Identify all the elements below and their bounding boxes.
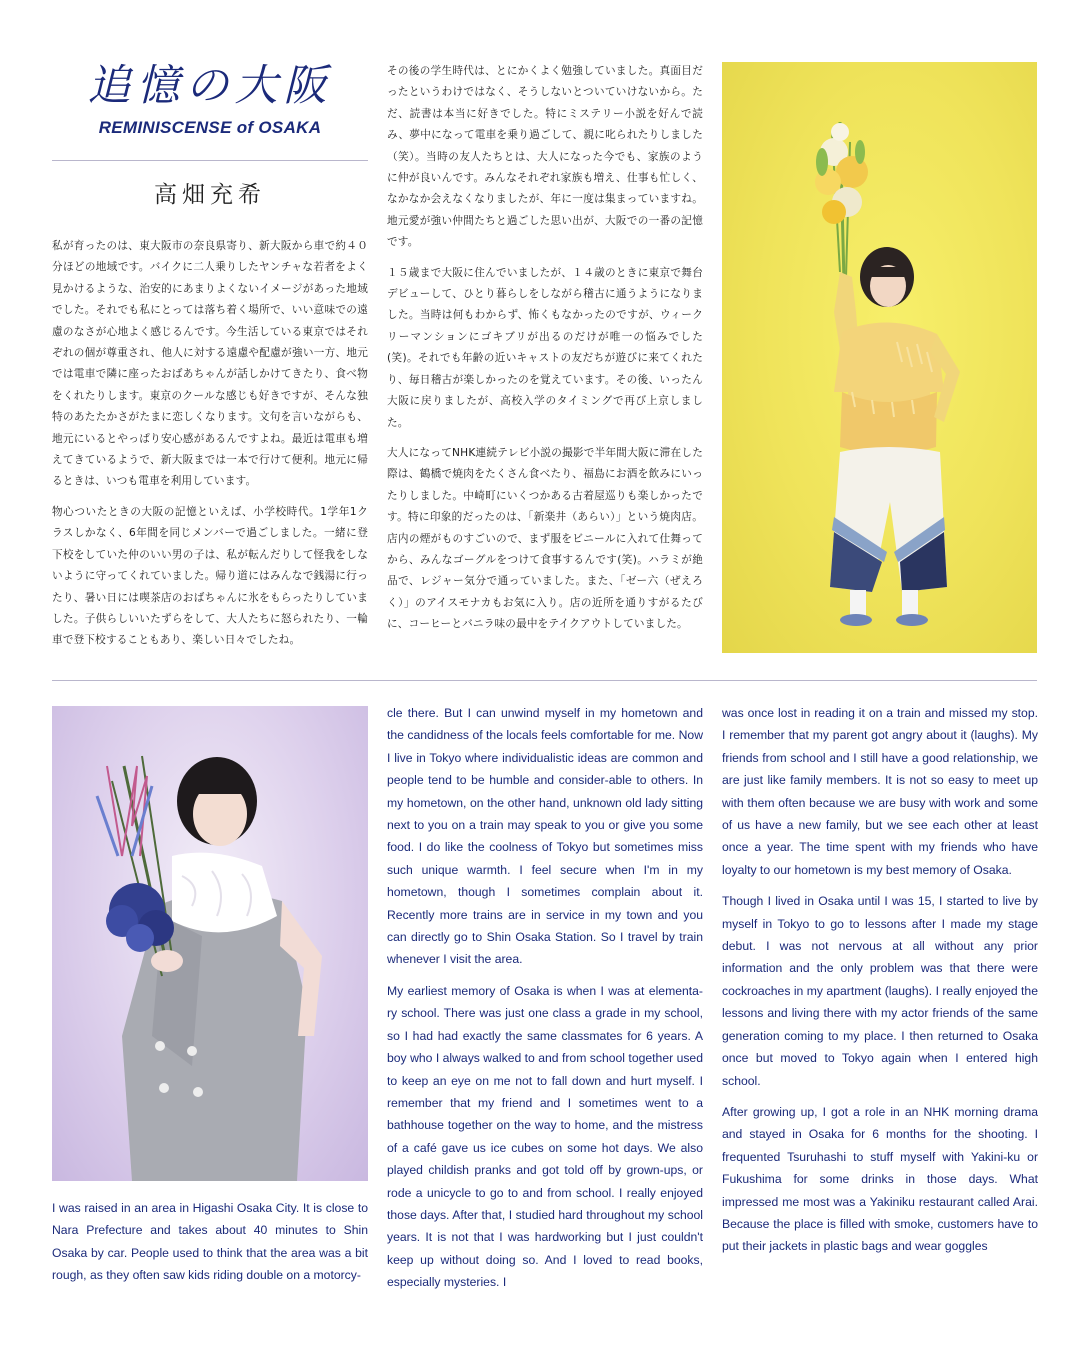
english-column-1 [52,1197,368,1296]
japanese-paragraph: その後の学生時代は、とにかくよく勉強していました。真面目だったというわけではなく、そうしないとついていけないから。ただ、読書は本当に好きでした。特にミステリー小説を好んで読み、夢中になって電車を乗り過ごして、親に叱られたりしました（笑）。当時の友人たちとは、大人になった今でも、家族のように仲が良いんです。みんなそれぞれ家族も増え、仕事も忙しく、なかなか会えなくなりましたが、年に一度は集まっていますね。地元愛が強い仲間たちと過ごした思い出が、大阪での一番の記憶です。 [387,65,703,249]
yellow-bouquet [815,122,868,282]
page-title-english: REMINISCENSE of OSAKA [98,118,322,137]
japanese-column-2 [387,61,703,645]
japanese-paragraph: 大人になってNHK連続テレビ小説の撮影で半年間大阪に滞在した際は、鶴橋で焼肉をたくさん食べたり、福島にお酒を飲みにいったりしました。中崎町にいくつかある古着屋巡りも楽しかったです。特に印象的だったのは、「新楽井（あらい）」という焼肉店。店内の煙がものすごいので、まず服をビニールに入れて仕舞ってから、みんなゴーグルをつけて食事するんです(笑)。ハラミが絶品で、レジャー気分で通っていました。また、「ゼー六（ぜえろく）」のアイスモナカもお気に入り。店の近所を通りすがるたびに、コーヒーとバニラ味の最中をテイクアウトしていました。 [387,446,703,631]
japanese-paragraph: １５歳まで大阪に住んでいましたが、１４歳のときに東京で舞台デビューして、ひとり暮らしをしながら稽古に通うようになりました。当時は何もわからず、怖くもなかったのですが、ウィークリーマンションにゴキブリが出るのだけが唯一の悩みでした(笑)。それでも年齢の近いキャストの友だちが遊びに来てくれたり、毎日稽古が楽しかったのを覚えています。その後、いったん大阪に戻りましたが、高校入学のタイミングで再び上京しました。 [387,266,703,429]
portrait-photo-yellow [722,62,1037,653]
japanese-paragraph: 物心ついたときの大阪の記憶といえば、小学校時代。1学年1クラスしかなく、6年間を同じメンバーで過ごしました。一緒に登下校をしていた仲のいい男の子は、私が転んだりして怪我をしないように守ってくれていました。帰り道にはみんなで銭湯に行ったり、暑い日には喫茶店のおばちゃんに氷をもらったりしていました。子供らしいいたずらをして、大人たちに怒られたり、一輪車で登下校することもあり、楽しい日々でしたね。 [52,505,368,647]
english-paragraph: My earliest memory of Osaka is when I was at elementa-ry school. There was just one class a grade in my school, so I had had exactly the same classmates for 6 years. A boy who I always walked to and from school together used to keep an eye on me not to fall down and hurt myself. I remember that my friend and I sometimes went to a bathhouse together on the way to home, and the mistress of a café gave us ice cubes on some hot days. We also played childish pranks and got told off by grown-ups, or rode a unicycle to go to and from school. I really enjoyed those days. After that, I studied hard throughout my school years. It is not that I was hardworking but I just couldn't keep up without doing so. And I loved to read books, especially mysteries. I [387,983,703,1290]
japanese-column-1 [52,236,368,661]
english-paragraph: I was raised in an area in Higashi Osaka City. It is close to Nara Prefecture and takes about 40 minutes to Shin Osaka by car. People used to think that the area was a bit rough, as they often saw kids riding double on a motorcy- [52,1201,368,1283]
english-paragraph: cle there. But I can unwind myself in my hometown and the candidness of the locals feels comfortable for me. Now I live in Tokyo where individualistic ideas are common and people tend to be humble and consider-able to others. In my hometown, on the other hand, unknown old lady sitting next to you on a train may speak to you or give you some food. I do like the coolness of Tokyo but sometimes miss such unique warmth. I feel secure when I'm in my hometown, though I sometimes complain about it. Recently more trains are in service in my town and you can directly go to Shin Osaka Station. So I travel by train whenever I visit the area. [387,706,703,967]
english-column-3 [722,702,1038,1267]
english-paragraph: Though I lived in Osaka until I was 15, I started to live by myself in Tokyo to go to lessons after I made my stage debut. I was not nervous at all without any prior information and the only problem was that there were cockroaches in my apartment (laughs). I really enjoyed the lessons and living there with my actor friends of the same generation coming to my place. I then returned to Osaka once but moved to Tokyo again when I entered high school. [722,894,1038,1088]
title-block [52,58,368,138]
english-column-2 [387,702,703,1303]
japanese-paragraph: 私が育ったのは、東大阪市の奈良県寄り、新大阪から車で約４０分ほどの地域です。バイクに二人乗りしたヤンチャな若者をよく見かけるような、治安的にあまりよくないイメージがあった地域でした。それでも私にとっては落ち着く場所で、いい意味での遠慮のなさが心地よく感じるんです。今生活している東京ではそれぞれの個が尊重され、他人に対する遠慮や配慮が強い一方、地元では電車で隣に座ったおばあちゃんが話しかけてきたり、食べ物をくれたりします。東京のクールな感じも好きですが、そんな独特のあたたかさがたまに恋しくなります。文句を言いながらも、地元にいるとやっぱり安心感があるんですよね。最近は電車も増えてきているようで、新大阪までは一本で行けて便利。地元に帰るときは、いつも電車を利用しています。 [52,240,368,488]
english-paragraph: was once lost in reading it on a train and missed my stop. I remember that my parent got angry about it (laughs). My friends from school and I still have a good relationship, we are just like family members. It is not so easy to meet up with them often because we are busy with work and some of us have a new family, but we see each other at least once a year. The time spent with my friends who have loyalty to our hometown is my best memory of Osaka. [722,706,1038,877]
page-title-japanese: 追憶の大阪 [87,61,333,111]
portrait-illustration-yellow [722,62,1037,653]
blue-bouquet [97,756,174,976]
portrait-illustration-lilac [52,706,368,1181]
title-divider [52,160,368,161]
portrait-photo-lilac [52,706,368,1181]
author-name: 高畑充希 [154,182,266,208]
section-divider [52,680,1037,681]
english-paragraph: After growing up, I got a role in an NHK morning drama and stayed in Osaka for 6 months for the shooting. I frequented Tsuruhashi to stuff myself with Yakini-ku or Fukushima for some drinks in those days. What impressed me most was a Yakiniku restaurant called Arai. Because the place is filled with smoke, customers have to put their jackets in plastic bags and wear goggles [722,1104,1038,1254]
